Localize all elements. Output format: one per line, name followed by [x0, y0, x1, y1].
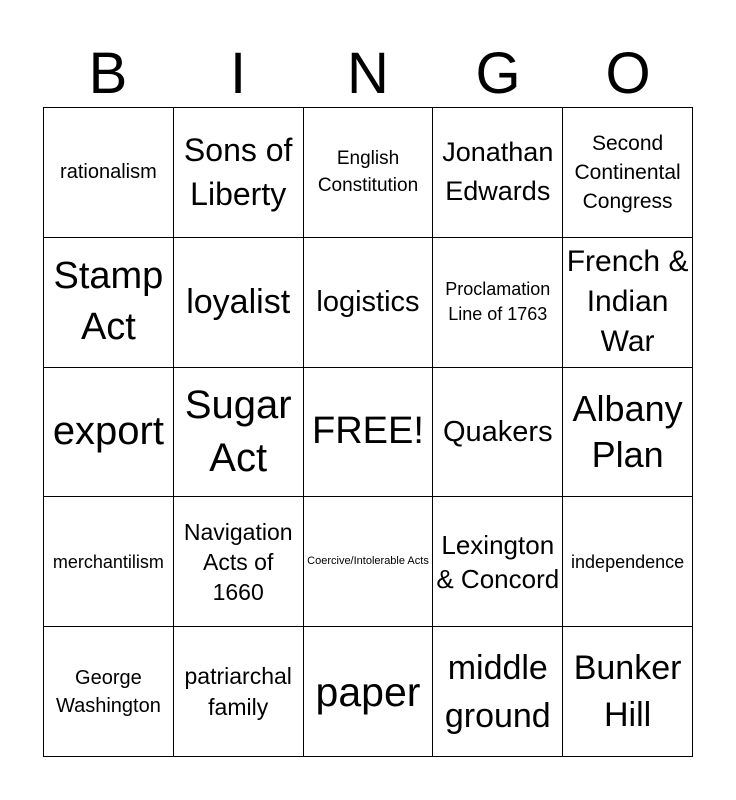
bingo-header [43, 40, 693, 108]
header-letter-o: O [605, 41, 651, 106]
cell-text: Sugar Act [184, 382, 292, 480]
cell-text: FREE! [312, 410, 424, 453]
bingo-cell[interactable] [174, 497, 304, 627]
bingo-cell[interactable] [563, 497, 693, 627]
cell-text: Proclamation Line of 1763 [445, 279, 551, 325]
cell-text: independence [571, 551, 685, 572]
bingo-cell[interactable] [433, 238, 563, 368]
cell-text: Coercive/Intolerable Acts [307, 555, 429, 568]
bingo-cell[interactable] [174, 238, 304, 368]
bingo-cell[interactable] [304, 368, 434, 498]
bingo-cell[interactable] [563, 368, 693, 498]
cell-text: loyalist [186, 283, 291, 322]
bingo-cell[interactable] [304, 497, 434, 627]
cell-text: Albany Plan [572, 387, 683, 475]
bingo-cell[interactable] [563, 627, 693, 757]
cell-text: French & Indian War [566, 245, 689, 359]
cell-text: patriarchal family [184, 662, 292, 720]
cell-text: Second Continental Congress [574, 131, 681, 213]
bingo-cell[interactable] [44, 238, 174, 368]
cell-text: Quakers [442, 415, 553, 448]
bingo-cell[interactable] [44, 497, 174, 627]
bingo-cell[interactable] [44, 368, 174, 498]
cell-text: rationalism [60, 161, 157, 184]
cell-text: Bunker Hill [573, 648, 682, 734]
bingo-cell[interactable] [563, 238, 693, 368]
cell-text: middle ground [444, 648, 551, 735]
bingo-cell[interactable] [433, 368, 563, 498]
cell-text: Jonathan Edwards [442, 137, 554, 207]
cell-text: Stamp Act [53, 255, 164, 349]
bingo-cell[interactable] [433, 627, 563, 757]
bingo-cell[interactable] [174, 368, 304, 498]
cell-text: Sons of Liberty [183, 132, 293, 213]
bingo-cell[interactable] [563, 108, 693, 238]
header-letter-b: B [88, 41, 128, 106]
bingo-cell[interactable] [174, 108, 304, 238]
bingo-cell[interactable] [174, 627, 304, 757]
bingo-cell[interactable] [433, 497, 563, 627]
bingo-cell[interactable] [433, 108, 563, 238]
cell-text: paper [315, 668, 421, 715]
cell-text: English Constitution [317, 148, 419, 197]
cell-text: merchantilism [52, 551, 164, 572]
bingo-cell[interactable] [304, 108, 434, 238]
bingo-cell[interactable] [304, 627, 434, 757]
header-letter-g: G [475, 41, 521, 106]
cell-text: logistics [316, 286, 420, 319]
cell-text: Lexington & Concord [436, 529, 560, 594]
bingo-cell[interactable] [44, 627, 174, 757]
header-letter-i: I [229, 41, 247, 106]
cell-text: export [52, 409, 164, 454]
bingo-board [43, 107, 693, 757]
header-letter-n: N [347, 41, 389, 106]
cell-text: George Washington [55, 666, 161, 717]
cell-text: Navigation Acts of 1660 [183, 518, 293, 605]
bingo-cell[interactable] [304, 238, 434, 368]
bingo-cell[interactable] [44, 108, 174, 238]
